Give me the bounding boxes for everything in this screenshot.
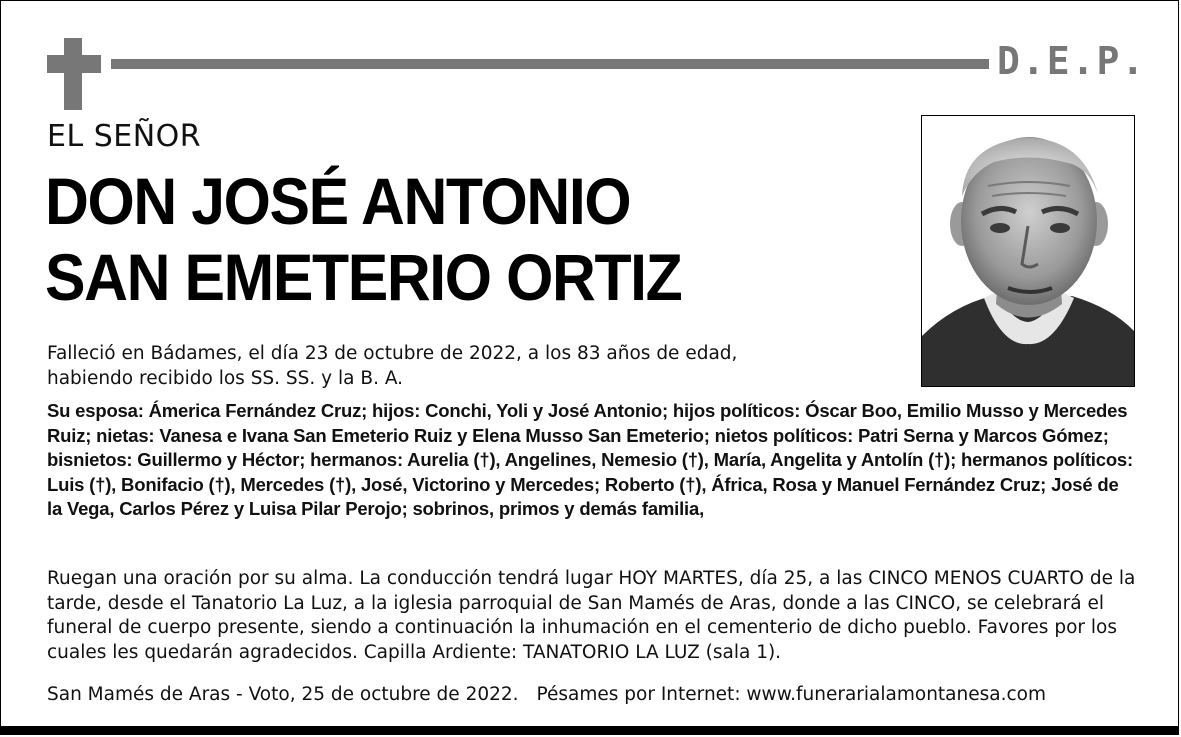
name-line-1: DON JOSÉ ANTONIO (45, 164, 631, 238)
cross-icon (47, 38, 101, 110)
bottom-bar (1, 726, 1178, 734)
family-list: Su esposa: Ámerica Fernández Cruz; hijos: Conchi, Yoli y José Antonio; hijos políticos: Óscar Boo, Emilio Musso y Mercedes Ruiz; nietas: Vanesa e Ivana San Emeterio Ruiz y Elena Musso San Emeterio; nietos políticos: Patri Serna y Marcos Gómez; bisnietos: Guillermo y Héctor; hermanos: Aurelia (†), Angelines, Nemesio (†), María, Angelita y Antolín (†); hermanos políticos: Luis (†), Bonifacio (†), Mercedes (†), José, Victorino y Mercedes; Roberto (†), África, Rosa y Manuel Fernández Cruz; José de la Vega, Carlos Pérez y Luisa Pilar Perojo; sobrinos, primos y demás familia, (47, 400, 1133, 519)
dep-label: D.E.P. (997, 39, 1147, 83)
condolences-link[interactable]: Pésames por Internet: www.funerarialamontanesa.com (536, 684, 1046, 705)
header-rule (111, 59, 989, 69)
portrait-image (922, 116, 1134, 386)
portrait-photo (921, 115, 1135, 387)
funeral-details: Ruegan una oración por su alma. La conducción tendrá lugar HOY MARTES, día 25, a las CINCO MENOS CUARTO de la tarde, desde el Tanatorio La Luz, a la iglesia parroquial de San Mamés de Aras, donde a las CINCO, se celebrará el funeral de cuerpo presente, siendo a continuación la inhumación en el cementerio de dicho pueblo. Favores por los cuales les quedarán agradecidos. Capilla Ardiente: TANATORIO LA LUZ (sala 1). (47, 568, 1136, 663)
footer (47, 683, 1147, 707)
name-line-2: SAN EMETERIO ORTIZ (45, 240, 682, 314)
place-date: San Mamés de Aras - Voto, 25 de octubre de 2022. (47, 684, 519, 705)
honorific: EL SEÑOR (47, 119, 202, 154)
deceased-name (45, 163, 681, 315)
death-notice: Falleció en Bádames, el día 23 de octubre de 2022, a los 83 años de edad, habiendo recibido los SS. SS. y la B. A. (47, 343, 738, 389)
